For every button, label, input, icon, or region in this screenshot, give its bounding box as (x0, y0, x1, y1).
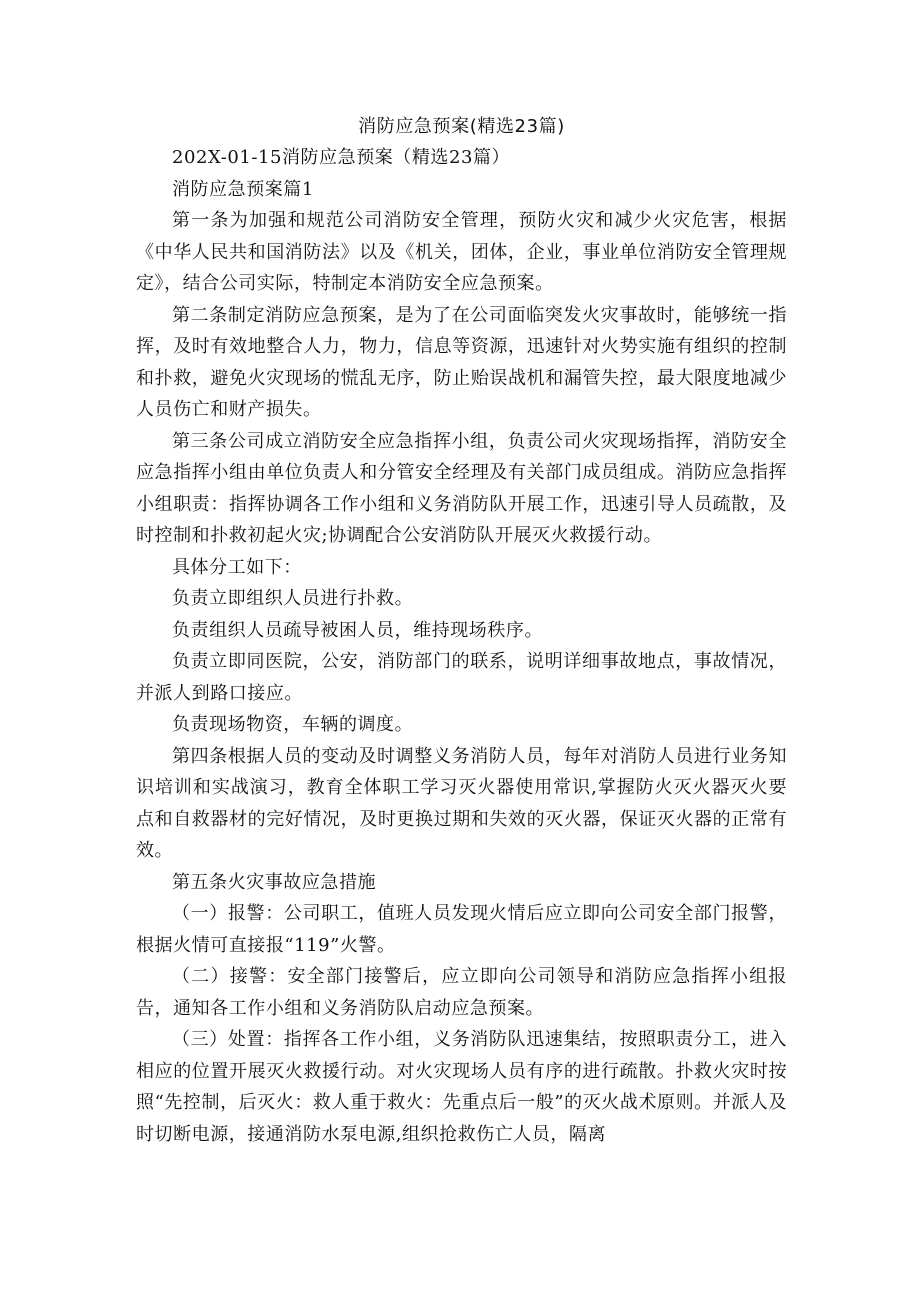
document-body (136, 112, 787, 1150)
paragraph-article-4: 第四条根据人员的变动及时调整义务消防人员，每年对消防人员进行业务知识培训和实战演习，教育全体职工学习灭火器使用常识,掌握防火灭火器灭火要点和自救器材的完好情况，及时更换过期和失效的灭火器，保证灭火器的正常有效。 (136, 745, 787, 861)
document-date-line: 202X-01-15消防应急预案（精选23篇） (172, 147, 511, 168)
paragraph-duty-logistics: 负责现场物资，车辆的调度。 (172, 714, 414, 735)
paragraph-article-1: 第一条为加强和规范公司消防安全管理，预防火灾和减少火灾危害，根据《中华人民共和国消防法》以及《机关，团体，企业，事业单位消防安全管理规定》，结合公司实际，特制定本消防安全应急预案。 (136, 210, 787, 294)
document-title: 消防应急预案(精选23篇) (358, 116, 565, 137)
paragraph-duty-rescue: 负责立即组织人员进行扑救。 (172, 588, 414, 609)
paragraph-article-2: 第二条制定消防应急预案，是为了在公司面临突发火灾事故时，能够统一指挥，及时有效地整合人力，物力，信息等资源，迅速针对火势实施有组织的控制和扑救，避免火灾现场的慌乱无序，防止贻误战机和漏管失控，最大限度地减少人员伤亡和财产损失。 (136, 304, 787, 420)
paragraph-receive-alarm: （二）接警：安全部门接警后，应立即向公司领导和消防应急指挥小组报告，通知各工作小组和义务消防队启动应急预案。 (136, 966, 787, 1019)
paragraph-alarm: （一）报警：公司职工，值班人员发现火情后应立即向公司安全部门报警，根据火情可直接报“119”火警。 (136, 903, 787, 956)
paragraph-division-intro: 具体分工如下： (172, 556, 302, 578)
section-heading: 消防应急预案篇1 (172, 178, 314, 200)
paragraph-duty-evacuation: 负责组织人员疏导被困人员，维持现场秩序。 (172, 619, 543, 641)
paragraph-article-5-heading: 第五条火灾事故应急措施 (172, 871, 377, 893)
paragraph-article-3: 第三条公司成立消防安全应急指挥小组，负责公司火灾现场指挥，消防安全应急指挥小组由单位负责人和分管安全经理及有关部门成员组成。消防应急指挥小组职责：指挥协调各工作小组和义务消防队开展工作，迅速引导人员疏散，及时控制和扑救初起火灾;协调配合公安消防队开展灭火救援行动。 (136, 430, 787, 546)
paragraph-duty-liaison: 负责立即同医院，公安，消防部门的联系，说明详细事故地点，事故情况，并派人到路口接应。 (136, 651, 787, 704)
paragraph-response: （三）处置：指挥各工作小组，义务消防队迅速集结，按照职责分工，进入相应的位置开展灭火救援行动。对火灾现场人员有序的进行疏散。扑救火灾时按照“先控制，后灭火：救人重于救火：先重点后一般”的灭火战术原则。并派人及时切断电源，接通消防水泵电源,组织抢救伤亡人员，隔离 (136, 1029, 787, 1145)
